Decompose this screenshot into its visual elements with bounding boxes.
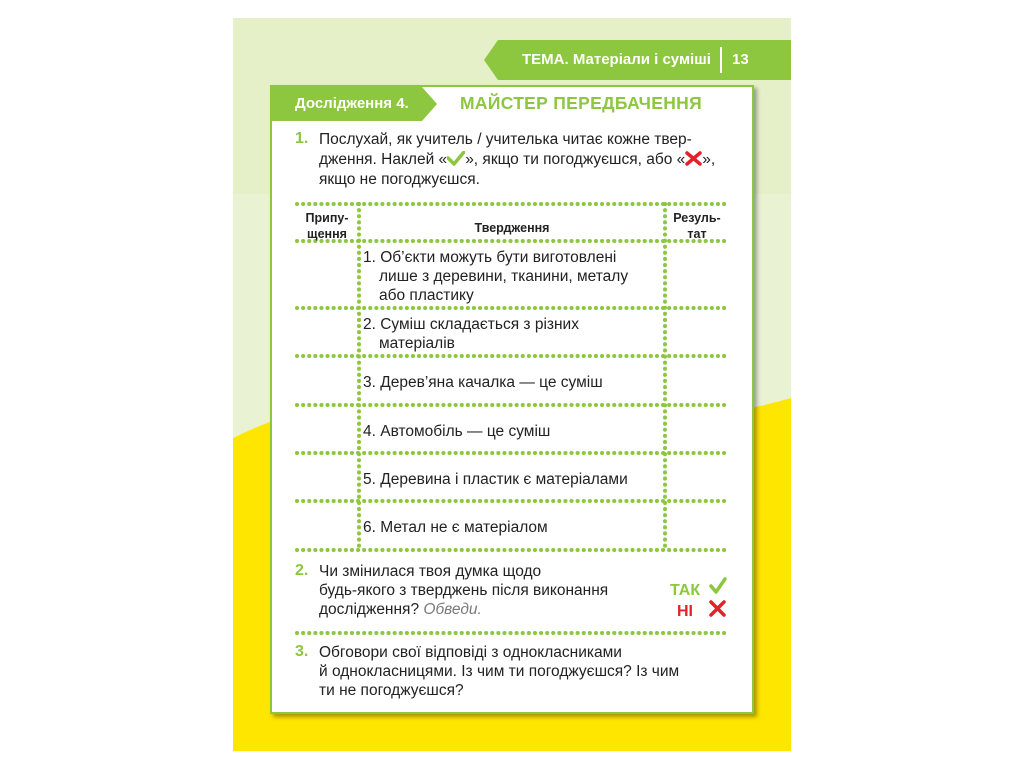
task2-hint: Обведи. xyxy=(423,601,482,618)
cross-icon xyxy=(709,600,726,617)
banner-arrow xyxy=(484,40,500,80)
header-result: Резуль- тат xyxy=(673,211,721,241)
cross-icon xyxy=(685,151,702,166)
task-number: 2. xyxy=(295,562,309,579)
statement-row-1: 1. Об’єкти можуть бути виготовлені лише з деревини, тканини, металу або пластику xyxy=(363,249,629,304)
task1-line xyxy=(319,150,715,169)
task3-text: Обговори свої відповіді з однокласниками й однокласницями. Із чим ти погоджуєшся? Із чим ти не погоджуєшся? xyxy=(319,644,680,699)
statement-row-2: 2. Суміш складається з різних матеріалів xyxy=(363,316,579,352)
divider xyxy=(295,630,729,636)
header-assumption: Припу- щення xyxy=(305,211,349,241)
task1-line: Послухай, як учитель / учителька читає кожне твер- xyxy=(319,131,692,148)
page-number: 13 xyxy=(732,51,749,68)
statement-row-3: 3. Дерев’яна качалка — це суміш xyxy=(363,374,603,391)
statement-row-4: 4. Автомобіль — це суміш xyxy=(363,423,551,440)
answer-yes[interactable]: ТАК xyxy=(670,582,701,599)
topic-title: ТЕМА. Матеріали і суміші xyxy=(522,51,711,68)
topic-banner xyxy=(498,40,791,80)
answer-no[interactable]: НІ xyxy=(677,603,693,620)
header-statement: Твердження xyxy=(474,221,550,235)
topic-divider xyxy=(720,47,722,73)
check-icon xyxy=(709,577,727,595)
task1-text: », якщо ти погоджуєшся, або « xyxy=(465,151,686,168)
task-number: 1. xyxy=(295,130,309,147)
task2-text: Чи змінилася твоя думка щодо будь-якого з тверджень після виконання дослідження? Обведи. xyxy=(319,563,609,618)
check-icon xyxy=(447,151,465,166)
statement-row-5: 5. Деревина і пластик є матеріалами xyxy=(363,471,628,488)
research-card xyxy=(270,85,754,714)
task1-line: якщо не погоджуєшся. xyxy=(319,171,480,188)
research-title: МАЙСТЕР ПЕРЕДБАЧЕННЯ xyxy=(460,93,702,113)
textbook-page xyxy=(233,18,791,751)
task1-text: », xyxy=(702,151,716,168)
task-number: 3. xyxy=(295,643,309,660)
task1-text: дження. Наклей « xyxy=(319,151,448,168)
research-label: Дослідження 4. xyxy=(295,95,409,112)
statement-row-6: 6. Метал не є матеріалом xyxy=(363,519,548,536)
